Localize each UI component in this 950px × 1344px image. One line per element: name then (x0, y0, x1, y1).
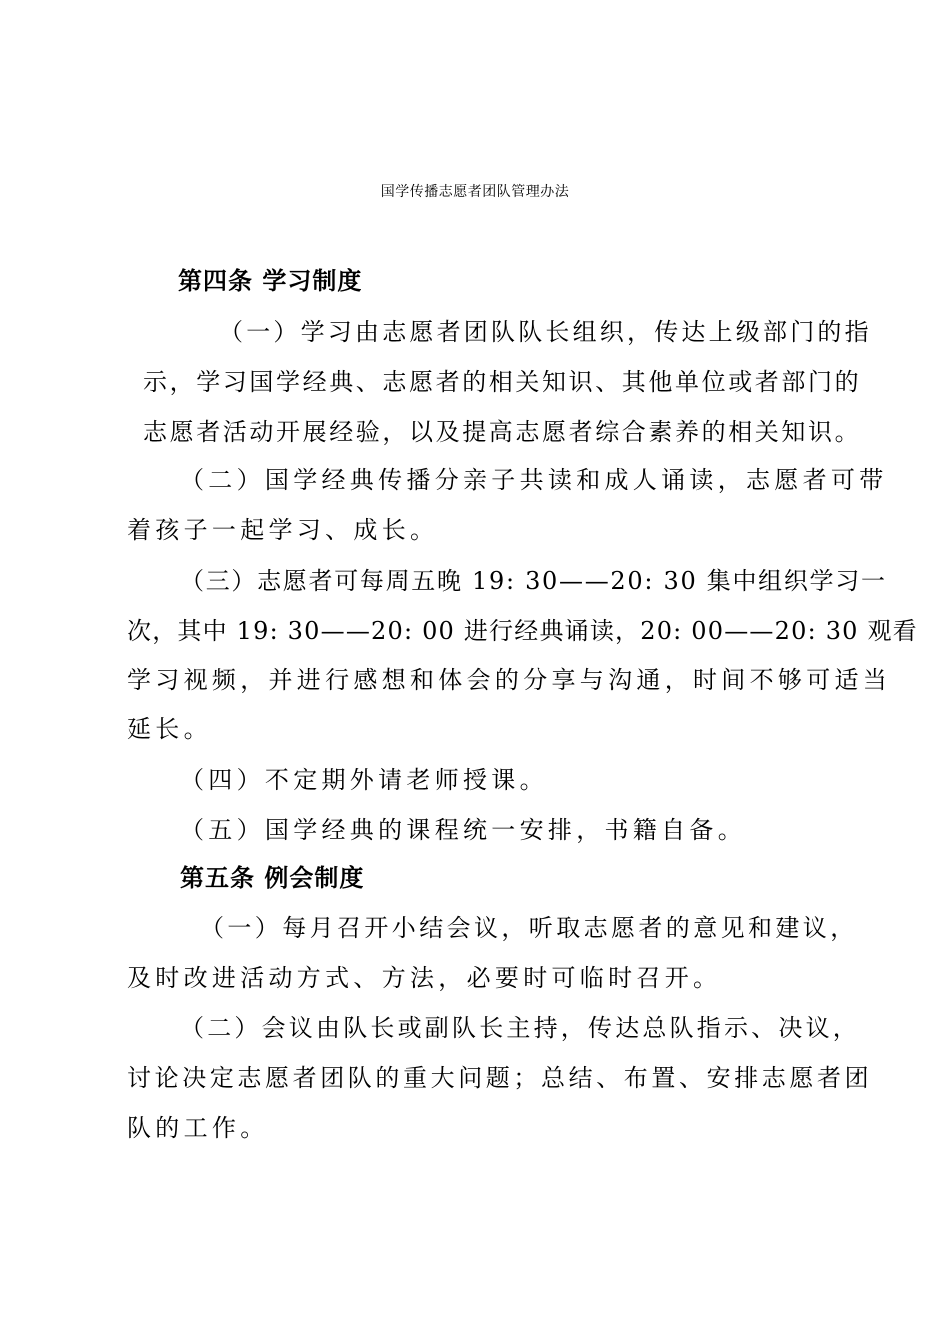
article-5-line-1: （一）每月召开小结会议，听取志愿者的意见和建议， (200, 914, 858, 942)
article-4-line-7: 次，其中 19: 30——20: 00 进行经典诵读，20: 00——20: 30 观看 (127, 617, 918, 645)
article-5-line-3: （二）会议由队长或副队长主持，传达总队指示、决议， (180, 1014, 860, 1042)
article-4-line-5: 着孩子一起学习、成长。 (127, 516, 439, 544)
document-header-title: 国学传播志愿者团队管理办法 (380, 184, 570, 200)
article-4-heading: 第四条 学习制度 (178, 267, 363, 295)
article-4-line-2: 示，学习国学经典、志愿者的相关知识、其他单位或者部门的 (143, 368, 862, 396)
article-4-line-1: （一）学习由志愿者团队队长组织，传达上级部门的指 (219, 318, 872, 346)
article-5-line-5: 队的工作。 (127, 1114, 269, 1142)
article-5-heading: 第五条 例会制度 (180, 864, 365, 892)
article-4-line-9: 延长。 (127, 715, 212, 743)
article-4-line-6: （三）志愿者可每周五晚 19: 30——20: 30 集中组织学习一 (180, 567, 887, 595)
article-5-line-2: 及时改进活动方式、方法，必要时可临时召开。 (127, 964, 722, 992)
article-4-line-4: （二）国学经典传播分亲子共读和成人诵读，志愿者可带 (180, 466, 888, 494)
article-5-line-4: 讨论决定志愿者团队的重大问题；总结、布置、安排志愿者团 (127, 1064, 873, 1092)
article-4-line-3: 志愿者活动开展经验，以及提高志愿者综合素养的相关知识。 (143, 418, 862, 446)
article-4-line-11: （五）国学经典的课程统一安排，书籍自备。 (180, 816, 746, 844)
article-4-line-8: 学习视频，并进行感想和体会的分享与沟通，时间不够可适当 (127, 666, 892, 694)
article-4-line-10: （四）不定期外请老师授课。 (180, 766, 548, 794)
